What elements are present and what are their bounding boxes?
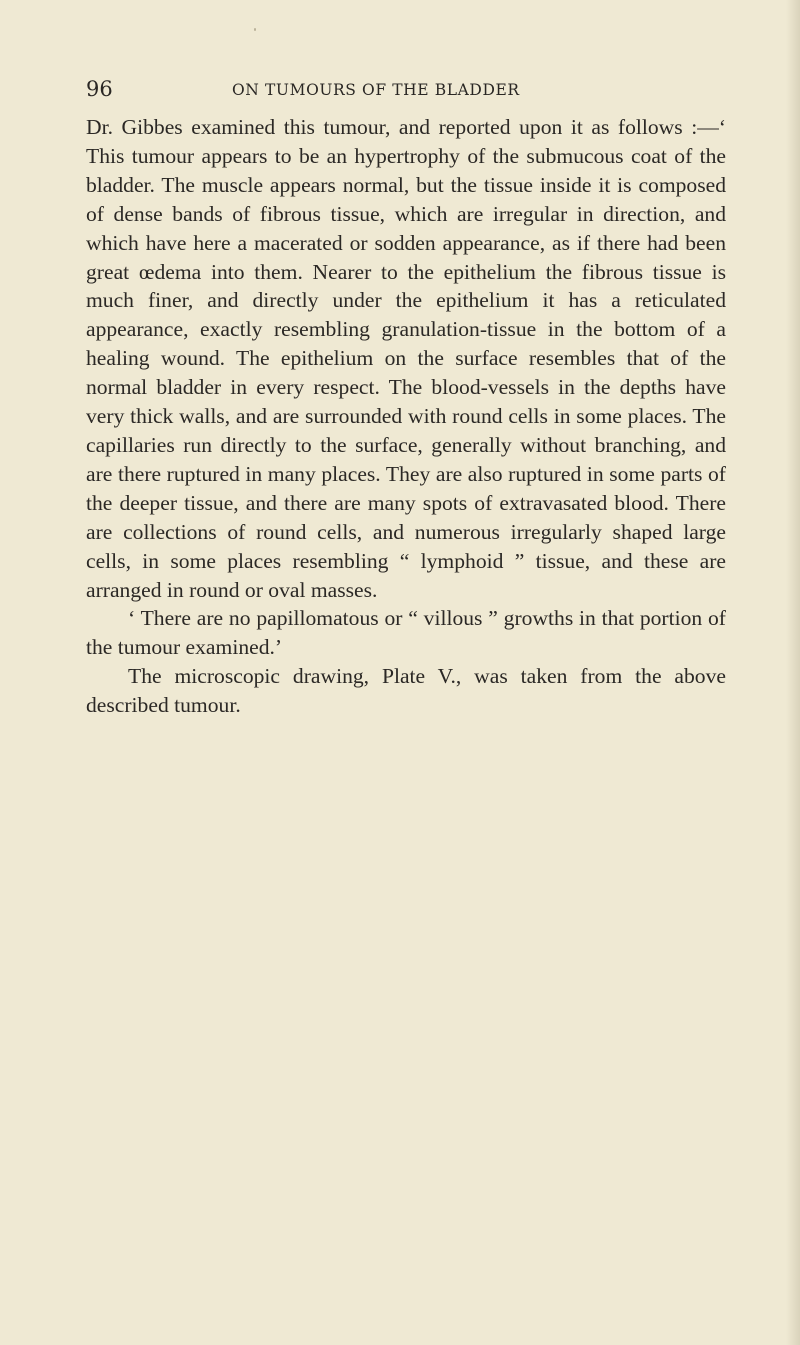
page-number: 96: [86, 77, 113, 101]
paragraph-report: Dr. Gibbes examined this tumour, and reported upon it as follows :—‘ This tumour appears to be an hypertrophy of the submucous coat of the bladder. The muscle appears normal, but the tissue inside it is composed of dense bands of fibrous tissue, which are irregular in direction, and which have here a macerated or sodden appearance, as if there had been great œdema into them. Nearer to the epithelium the fibrous tissue is much finer, and directly under the epithelium it has a reticulated appearance, exactly resembling granulation-tissue in the bottom of a healing wound. The epithelium on the surface resembles that of the normal bladder in every respect. The blood-vessels in the depths have very thick walls, and are surrounded with round cells in some places. The capillaries run directly to the surface, generally without branching, and are there ruptured in many places. They are also ruptured in some parts of the deeper tissue, and there are many spots of extravasated blood. There are collections of round cells, and numerous irregularly shaped large cells, in some places resembling “ lymphoid ” tissue, and these are arranged in round or oval masses.: [86, 115, 726, 602]
body-text: [86, 113, 726, 720]
page-header: [86, 76, 726, 102]
paragraph-villous: ‘ There are no papillomatous or “ villous ” growths in that portion of the tumour examined.’: [86, 606, 726, 660]
paragraph-plate: The microscopic drawing, Plate V., was taken from the above described tumour.: [86, 664, 726, 718]
page-edge-shadow: [786, 0, 800, 1345]
running-head: ON TUMOURS OF THE BLADDER: [232, 81, 520, 99]
paper-speck: [254, 28, 256, 31]
